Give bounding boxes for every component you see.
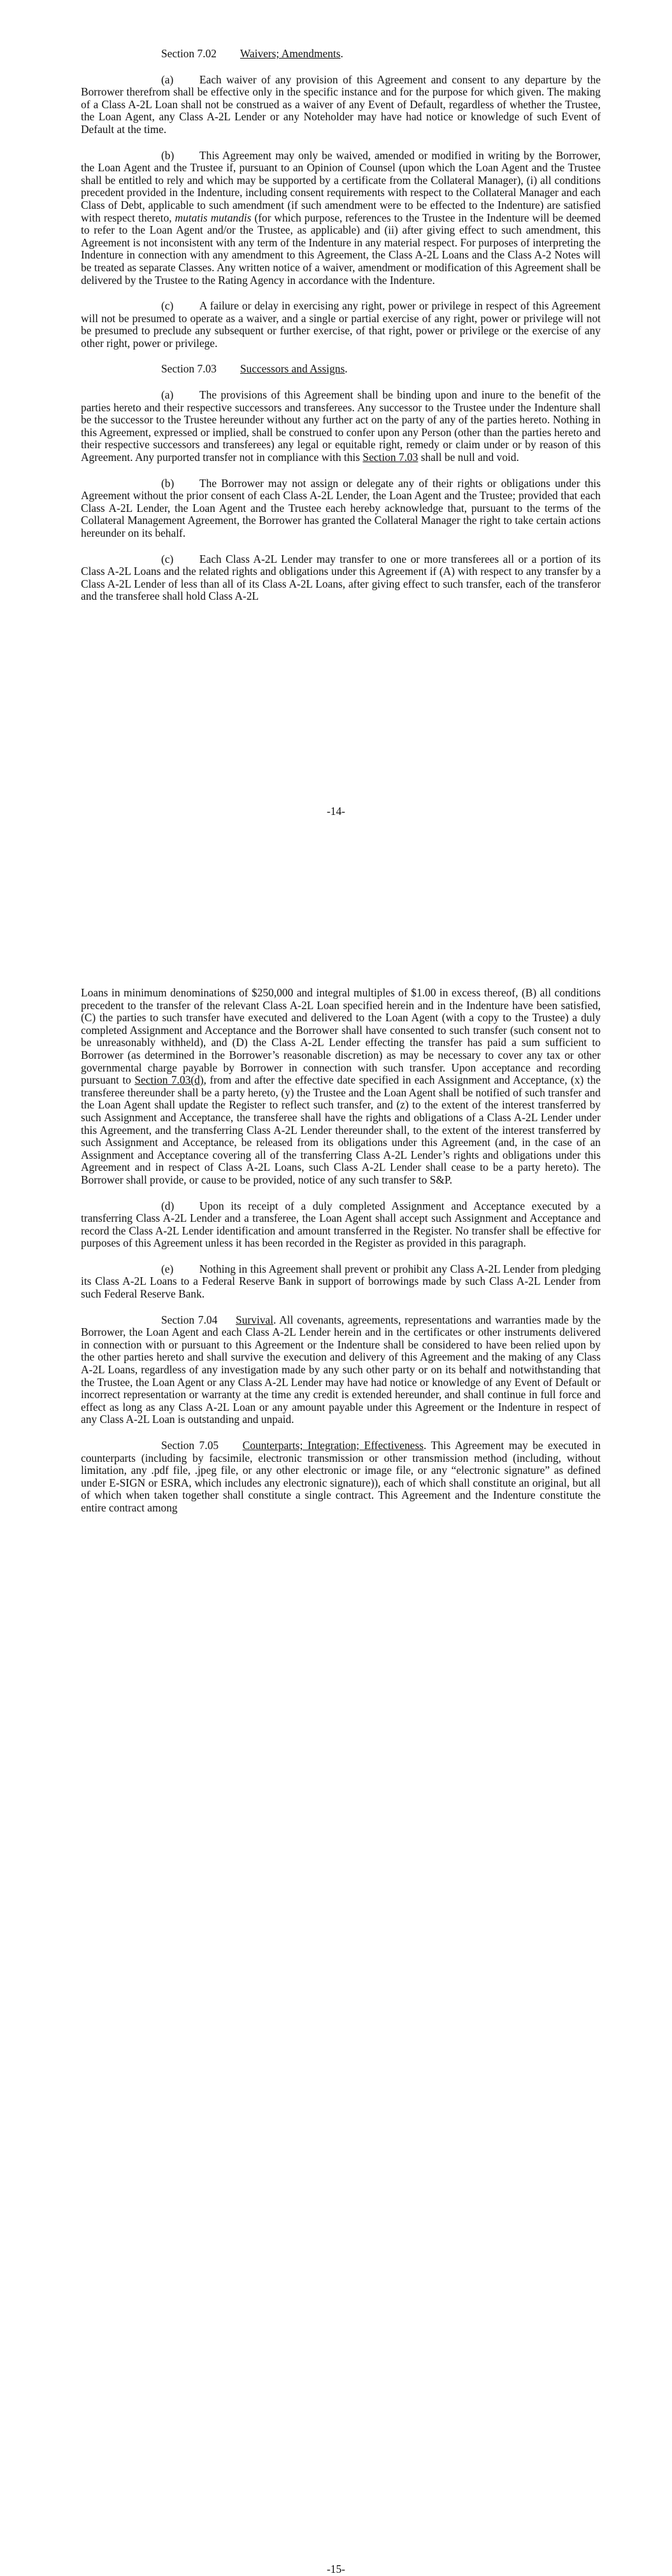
page-15 [0, 860, 672, 2575]
paragraph-7-03-d: (d) Upon its receipt of a duly completed Assignment and Acceptance executed by a transferring Class A-2L Lender and a transferee, the Loan Agent shall accept such Assignment and Acceptance and record the Class A-2L Lender identification and amount transferred in the Register. No transfer shall be effective for purposes of this Agreement unless it has been recorded in the Register as provided in this paragraph. [81, 1199, 601, 1250]
page-14-body [81, 48, 601, 616]
section-title: Counterparts; Integration; Effectiveness [242, 1439, 424, 1452]
paragraph-7-03-c-continued: Loans in minimum denominations of $250,000 and integral multiples of $1.00 in excess thereof, (B) all conditions precedent to the transfer of the relevant Class A-2L Loan specified herein and in the Indenture have been satisfied, (C) the parties to such transfer have executed and delivered to the Loan Agent (with a copy to the Trustee) a duly completed Assignment and Acceptance and the Borrower shall have consented to such transfer (such consent not to be unreasonably withheld), and (D) the Class A-2L Lender effecting the transfer has paid a sum sufficient to Borrower (as determined in the Borrower’s reasonable discretion) as may be necessary to cover any tax or other governmental charge payable by Borrower in connection with such transfer. Upon acceptance and recording pursuant to Section 7.03(d), from and after the effective date specified in each Assignment and Acceptance, (x) the transferee thereunder shall be a party hereto, (y) the Trustee and the Loan Agent shall be notified of such transfer and the Loan Agent shall update the Register to reflect such transfer, and (z) to the extent of the interest transferred by such Assignment and Acceptance, the transferee shall have the rights and obligations of a Class A-2L Lender under this Agreement, and the transferring Class A-2L Lender thereunder shall, to the extent of the interest transferred by such Assignment and Acceptance, be released from its obligations under this Agreement (and, in the case of an Assignment and Acceptance covering all of the transferring Class A-2L Lender’s rights and obligations under this Agreement and in respect of Class A-2L Loans, such Class A-2L Lender shall cease to be a party hereto). The Borrower shall provide, or cause to be provided, notice of any such transfer to S&P. [81, 986, 601, 1186]
page-number: -15- [327, 2563, 345, 2575]
page-15-body [81, 987, 601, 1528]
section-number: Section 7.05 [161, 1439, 219, 1452]
paragraph-7-03-e: (e) Nothing in this Agreement shall prevent or prohibit any Class A-2L Lender from pledging its Class A-2L Loans to a Federal Reserve Bank in support of borrowings made by such Class A-2L Lender from such Federal Reserve Bank. [81, 1262, 601, 1301]
section-reference: Section 7.03 [362, 451, 418, 464]
section-title: Waivers; Amendments [240, 47, 341, 60]
paragraph-7-03-a: (a) The provisions of this Agreement shall be binding upon and inure to the benefit of the parties hereto and their respective successors and transferees. Any successor to the Trustee under the Indenture shall be the successor to the Trustee hereunder without any further act on the party of any of the parties hereto. Nothing in this Agreement, expressed or implied, shall be construed to confer upon any Person (other than the parties hereto and their respective successors and transferees) any legal or equitable right, remedy or claim under or by reason of this Agreement. Any purported transfer not in compliance with this Section 7.03 shall be null and void. [81, 388, 601, 464]
section-7-05: Section 7.05 Counterparts; Integration; Effectiveness. This Agreement may be executed in counterparts (including by facsimile, electronic transmission or other transmission method (including, without limitation, any .pdf file, .jpeg file, or any other electronic or image file, or any “electronic signature” as defined under E-SIGN or ESRA, which includes any electronic signature)), each of which shall constitute an original, but all of which when taken together shall constitute a single contract. This Agreement and the Indenture constitute the entire contract among [81, 1439, 601, 1514]
section-7-03-heading: Section 7.03 Successors and Assigns. [161, 362, 348, 376]
section-7-02-heading: Section 7.02 Waivers; Amendments. [161, 47, 343, 60]
section-number: Section 7.04 [161, 1313, 218, 1326]
section-title: Survival [236, 1313, 274, 1326]
paragraph-7-03-c: (c) Each Class A-2L Lender may transfer to one or more transferees all or a portion of its Class A-2L Loans and the related rights and obligations under this Agreement if (A) with respect to any transfer by a Class A-2L Lender of less than all of its Class A-2L Loans, after giving effect to such transfer, each of the transferor and the transferee shall hold Class A-2L [81, 552, 601, 603]
page-number: -14- [327, 805, 345, 817]
section-reference: Section 7.03(d) [134, 1073, 204, 1087]
page-14 [0, 0, 672, 860]
paragraph-7-02-c: (c) A failure or delay in exercising any right, power or privilege in respect of this Agreement will not be presumed to operate as a waiver, and a single or partial exercise of any right, power or privilege will not be presumed to preclude any subsequent or further exercise, of that right, power or privilege or the exercise of any other right, power or privilege. [81, 299, 601, 350]
paragraph-7-03-b: (b) The Borrower may not assign or delegate any of their rights or obligations under this Agreement without the prior consent of each Class A-2L Lender, the Loan Agent and the Trustee; provided that each Class A-2L Lender, the Loan Agent and the Trustee each hereby acknowledge that, pursuant to the terms of the Collateral Management Agreement, the Borrower has granted the Collateral Manager the right to take certain actions hereunder on its behalf. [81, 476, 601, 539]
section-7-04: Section 7.04 Survival. All covenants, agreements, representations and warranties made by the Borrower, the Loan Agent and each Class A-2L Lender herein and in the certificates or other instruments delivered in connection with or pursuant to this Agreement or the Indenture shall be considered to have been relied upon by the other parties hereto and shall survive the execution and delivery of this Agreement and the making of any Class A-2L Loans, regardless of any investigation made by any such other party or on its behalf and notwithstanding that the Trustee, the Loan Agent or any Class A-2L Lender may have had notice or knowledge of any Event of Default or incorrect representation or warranty at the time any credit is extended hereunder, and shall continue in full force and effect as long as any Class A-2L Loan or any amount payable under this Agreement or the Indenture in respect of any Class A-2L Loan is outstanding and unpaid. [81, 1313, 601, 1426]
paragraph-7-02-b: (b) This Agreement may only be waived, amended or modified in writing by the Borrower, the Loan Agent and the Trustee if, pursuant to an Opinion of Counsel (upon which the Loan Agent and the Trustee shall be entitled to rely and which may be supported by a certificate from the Collateral Manager), (i) all conditions precedent provided in the Indenture, including consent requirements with respect to the Collateral Manager and each Class of Debt, applicable to such amendment (if such amendment were to be effected to the Indenture) are satisfied with respect thereto, mutatis mutandis (for which purpose, references to the Trustee in the Indenture will be deemed to refer to the Loan Agent and/or the Trustee, as applicable) and (ii) after giving effect to such amendment, this Agreement is not inconsistent with any term of the Indenture in any material respect. For purposes of interpreting the Indenture in connection with any amendment to this Agreement, the Class A-2L Loans and the Class A-2 Notes will be treated as separate Classes. Any written notice of a waiver, amendment or modification of this Agreement shall be delivered by the Trustee to the Rating Agency in accordance with the Indenture. [81, 148, 601, 287]
paragraph-7-02-a: (a) Each waiver of any provision of this Agreement and consent to any departure by the Borrower therefrom shall be effective only in the specific instance and for the purpose for which given. The making of a Class A-2L Loan shall not be construed as a waiver of any Event of Default, regardless of whether the Trustee, the Loan Agent, any Class A-2L Lender or any Noteholder may have had notice or knowledge of such Event of Default at the time. [81, 73, 601, 136]
section-title: Successors and Assigns [240, 362, 345, 376]
